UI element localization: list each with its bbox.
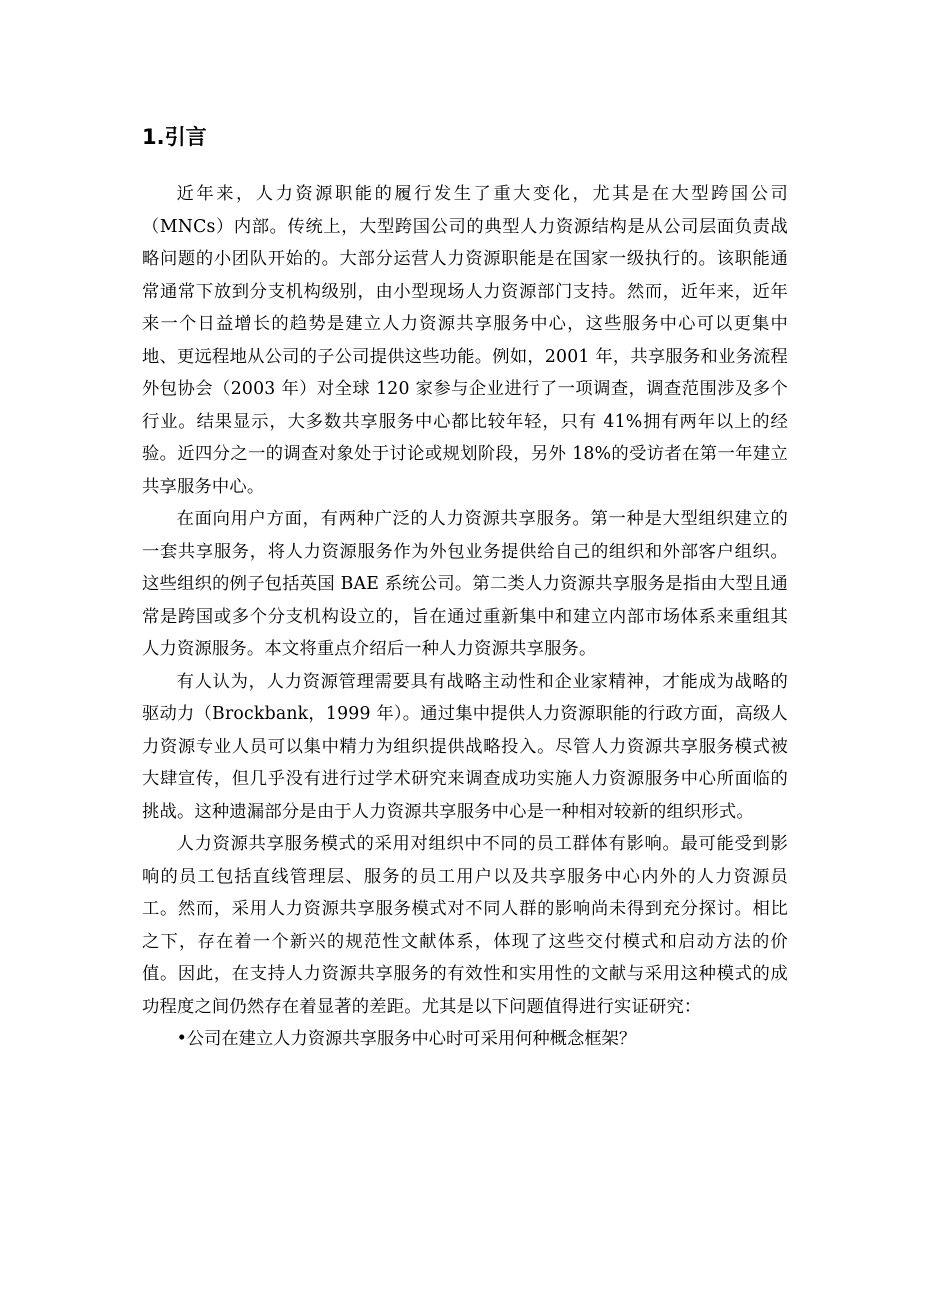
section-heading: 1.引言	[142, 125, 207, 149]
paragraph-4: 人力资源共享服务模式的采用对组织中不同的员工群体有影响。最可能受到影响的员工包括直线管理层、服务的员工用户以及共享服务中心内外的人力资源员工。然而，采用人力资源共享服务模式对不同人群的影响尚未得到充分探讨。相比之下，存在着一个新兴的规范性文献体系，体现了这些交付模式和启动方法的价值。因此，在支持人力资源共享服务的有效性和实用性的文献与采用这种模式的成功程度之间仍然存在着显著的差距。尤其是以下问题值得进行实证研究：	[142, 834, 788, 1017]
paragraph-3: 有人认为，人力资源管理需要具有战略主动性和企业家精神，才能成为战略的驱动力（Brockbank，1999 年）。通过集中提供人力资源职能的行政方面，高级人力资源专业人员可以集中精力为组织提供战略投入。尽管人力资源共享服务模式被大肆宣传，但几乎没有进行过学术研究来调查成功实施人力资源服务中心所面临的挑战。这种遗漏部分是由于人力资源共享服务中心是一种相对较新的组织形式。	[142, 671, 788, 822]
bullet-item: •公司在建立人力资源共享服务中心时可采用何种概念框架？	[176, 1029, 637, 1049]
body-text	[142, 178, 788, 1056]
paragraph-1: 近年来，人力资源职能的履行发生了重大变化，尤其是在大型跨国公司（MNCs）内部。传统上，大型跨国公司的典型人力资源结构是从公司层面负责战略问题的小团队开始的。大部分运营人力资源职能是在国家一级执行的。该职能通常通常下放到分支机构级别，由小型现场人力资源部门支持。然而，近年来，近年来一个日益增长的趋势是建立人力资源共享服务中心，这些服务中心可以更集中地、更远程地从公司的子公司提供这些功能。例如，2001 年，共享服务和业务流程外包协会（2003 年）对全球 120 家参与企业进行了一项调查，调查范围涉及多个行业。结果显示，大多数共享服务中心都比较年轻，只有 41%拥有两年以上的经验。近四分之一的调查对象处于讨论或规划阶段，另外 18%的受访者在第一年建立共享服务中心。	[142, 184, 788, 497]
paragraph-2: 在面向用户方面，有两种广泛的人力资源共享服务。第一种是大型组织建立的一套共享服务，将人力资源服务作为外包业务提供给自己的组织和外部客户组织。这些组织的例子包括英国 BAE 系统公司。第二类人力资源共享服务是指由大型且通常是跨国或多个分支机构设立的，旨在通过重新集中和建立内部市场体系来重组其人力资源服务。本文将重点介绍后一种人力资源共享服务。	[142, 509, 788, 659]
